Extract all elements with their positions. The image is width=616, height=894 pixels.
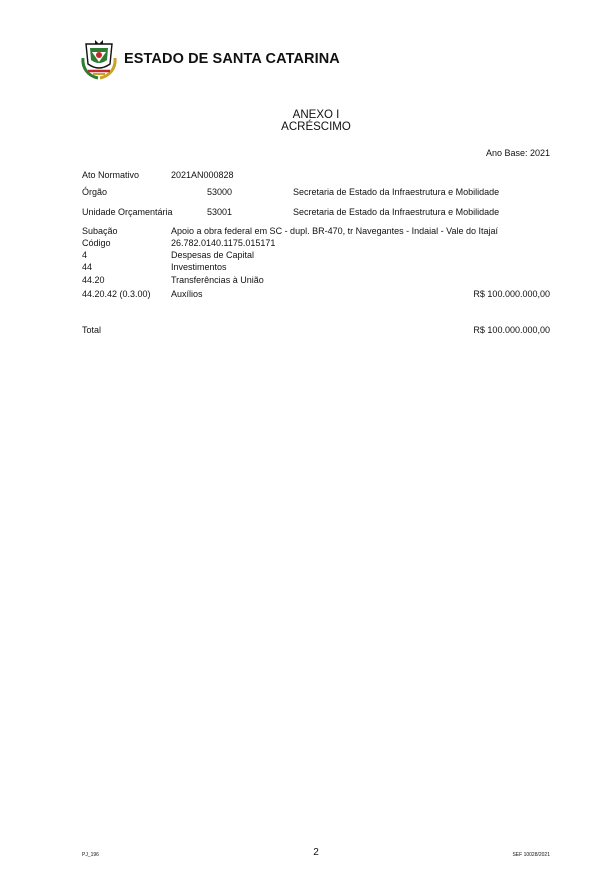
item-code: 44 bbox=[82, 262, 93, 272]
ato-label: Ato Normativo bbox=[82, 170, 140, 180]
orgao-code: 53000 bbox=[207, 187, 233, 197]
base-year: Ano Base: 2021 bbox=[485, 148, 550, 158]
unidade-code: 53001 bbox=[207, 207, 233, 217]
orgao-label: Órgão bbox=[82, 187, 108, 197]
footer-doc-ref: SEF 10028/2021 bbox=[512, 852, 550, 858]
codigo-value: 26.782.0140.1175.015171 bbox=[171, 238, 276, 248]
state-title: ESTADO DE SANTA CATARINA bbox=[124, 51, 340, 67]
item-desc: Despesas de Capital bbox=[171, 250, 255, 260]
unidade-name: Secretaria de Estado da Infraestrutura e Mobilidade bbox=[293, 207, 500, 217]
unidade-label: Unidade Orçamentária bbox=[82, 207, 173, 217]
state-coat-of-arms-icon bbox=[80, 38, 118, 80]
total-label: Total bbox=[82, 325, 102, 335]
annex-subtitle: ACRÉSCIMO bbox=[281, 121, 351, 133]
item-code: 44.20 bbox=[82, 275, 105, 285]
item-amount: R$ 100.000.000,00 bbox=[473, 289, 550, 299]
annex-title: ANEXO I bbox=[292, 109, 340, 121]
item-desc: Transferências à União bbox=[171, 275, 264, 285]
item-code: 44.20.42 (0.3.00) bbox=[82, 289, 151, 299]
item-desc: Investimentos bbox=[171, 262, 227, 272]
orgao-name: Secretaria de Estado da Infraestrutura e Mobilidade bbox=[293, 187, 500, 197]
subacao-label: Subação bbox=[82, 226, 118, 236]
codigo-label: Código bbox=[82, 238, 111, 248]
item-code: 4 bbox=[82, 250, 88, 260]
footer-form-code: PJ_196 bbox=[82, 852, 99, 858]
subacao-value: Apoio a obra federal em SC - dupl. BR-470, tr Navegantes - Indaial - Vale do Itajaí bbox=[171, 226, 499, 236]
page-number: 2 bbox=[313, 847, 319, 858]
ato-value: 2021AN000828 bbox=[171, 170, 234, 180]
item-desc: Auxílios bbox=[171, 289, 203, 299]
total-amount: R$ 100.000.000,00 bbox=[473, 325, 550, 335]
